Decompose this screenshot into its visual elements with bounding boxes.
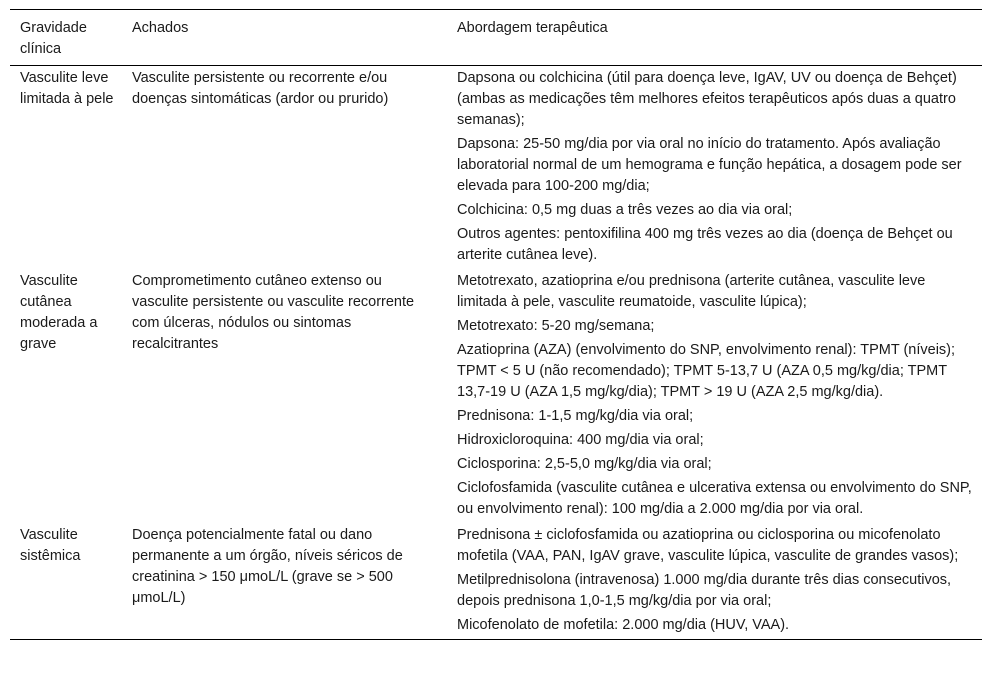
cell-severity: Vasculite cutânea moderada a grave: [20, 273, 98, 352]
document: [10, 9, 982, 640]
header-severity: Gravidade clínica: [10, 10, 122, 66]
therapy-line: Metotrexato: 5-20 mg/semana;: [457, 318, 655, 334]
therapy-line: Metotrexato, azatioprina e/ou prednisona (arterite cutânea, vasculite leve limitada à pele, vasculite reumatoide, vasculite lúpica);: [457, 273, 926, 310]
header-therapy: Abordagem terapêutica: [447, 10, 982, 66]
cell-severity: Vasculite sistêmica: [10, 523, 122, 640]
therapy-line: Colchicina: 0,5 mg duas a três vezes ao dia via oral;: [457, 202, 793, 218]
cell-findings: Vasculite persistente ou recorrente e/ou doenças sintomáticas (ardor ou prurido): [132, 70, 389, 107]
table-row: [10, 523, 982, 640]
header-findings: Achados: [122, 10, 447, 66]
therapy-line: Ciclosporina: 2,5-5,0 mg/kg/dia via oral;: [457, 456, 712, 472]
therapy-line: Dapsona ou colchicina (útil para doença leve, IgAV, UV ou doença de Behçet) (ambas as medicações têm melhores efeitos terapêuticos após duas a quatro semanas);: [457, 70, 957, 128]
cell-findings: Comprometimento cutâneo extenso ou vasculite persistente ou vasculite recorrente com úlceras, nódulos ou sintomas recalcitrantes: [132, 273, 415, 352]
therapy-line: Azatioprina (AZA) (envolvimento do SNP, envolvimento renal): TPMT (níveis); TPMT < 5 U (não recomendado); TPMT 5-13,7 U (AZA 0,5 mg/kg/dia; TPMT 13,7-19 U (AZA 1,5 mg/kg/dia); TPMT > 19 U (AZA 2,5 mg/kg/dia).: [457, 342, 956, 400]
cell-therapy: [447, 66, 982, 270]
therapy-table: [10, 9, 982, 640]
cell-severity: Vasculite leve limitada à pele: [20, 70, 114, 107]
therapy-line: Hidroxicloroquina: 400 mg/dia via oral;: [457, 432, 704, 448]
therapy-line: Dapsona: 25-50 mg/dia por via oral no início do tratamento. Após avaliação laboratorial normal de um hemograma e função hepática, a dosagem pode ser elevada para 100-200 mg/dia;: [457, 136, 962, 194]
cell-therapy: [447, 523, 982, 640]
table-body: [10, 66, 982, 640]
table-row: [10, 66, 982, 270]
table-header: [10, 10, 982, 66]
therapy-line: Outros agentes: pentoxifilina 400 mg três vezes ao dia (doença de Behçet ou arterite cutânea leve).: [457, 226, 953, 263]
therapy-line: Prednisona ± ciclofosfamida ou azatioprina ou ciclosporina ou micofenolato mofetila (VAA, PAN, IgAV grave, vasculite lúpica, vasculite de grandes vasos);: [457, 527, 959, 564]
table-row: [10, 269, 982, 523]
therapy-line: Prednisona: 1-1,5 mg/kg/dia via oral;: [457, 408, 694, 424]
therapy-line: Ciclofosfamida (vasculite cutânea e ulcerativa extensa ou envolvimento do SNP, ou envolvimento renal): 100 mg/dia a 2.000 mg/dia por via oral.: [457, 480, 972, 517]
therapy-line: Metilprednisolona (intravenosa) 1.000 mg/dia durante três dias consecutivos, depois prednisona 1,0-1,5 mg/kg/dia por via oral;: [457, 572, 952, 609]
cell-therapy: [447, 269, 982, 523]
cell-findings: Doença potencialmente fatal ou dano permanente a um órgão, níveis séricos de creatinina > 150 μmoL/L (grave se > 500 μmoL/L): [122, 523, 447, 640]
header-row: [10, 10, 982, 66]
therapy-line: Micofenolato de mofetila: 2.000 mg/dia (HUV, VAA).: [457, 617, 790, 633]
